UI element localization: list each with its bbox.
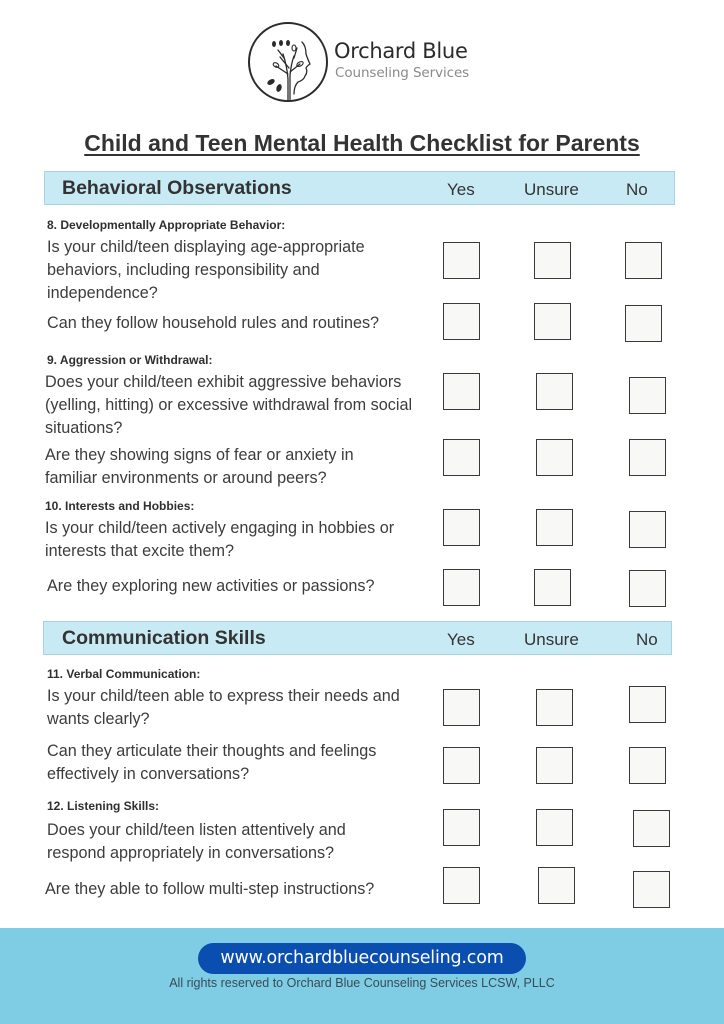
checkbox-yes[interactable] [443,569,480,606]
checkbox-no[interactable] [633,871,670,908]
question-text: Does your child/teen listen attentively and respond appropriately in conversations? [47,821,346,862]
checkbox-yes[interactable] [443,509,480,546]
checkbox-no[interactable] [629,377,666,414]
checkbox-no[interactable] [629,570,666,607]
question-text: Is your child/teen displaying age-appropriate behaviors, including responsibility and independence? [47,238,365,302]
checkbox-unsure[interactable] [536,809,573,846]
category-label: 11. Verbal Communication: [47,667,201,681]
checkbox-yes[interactable] [443,809,480,846]
column-no: No [626,180,648,199]
checkbox-no[interactable] [625,242,662,279]
section-title: Behavioral Observations [62,177,292,199]
question-text: Are they able to follow multi-step instructions? [45,880,375,898]
section-header-communication [43,621,672,655]
checkbox-unsure[interactable] [538,867,575,904]
question-text: Is your child/teen able to express their needs and wants clearly? [47,687,400,728]
logo-name: Orchard Blue [334,39,468,63]
checkbox-yes[interactable] [443,373,480,410]
category-label: 10. Interests and Hobbies: [45,499,195,513]
category-label: 8. Developmentally Appropriate Behavior: [47,218,286,232]
checkbox-yes[interactable] [443,242,480,279]
checkbox-no[interactable] [633,810,670,847]
checkbox-unsure[interactable] [534,569,571,606]
column-unsure: Unsure [524,180,579,199]
checkbox-unsure[interactable] [536,509,573,546]
question-text: Does your child/teen exhibit aggressive behaviors (yelling, hitting) or excessive withdrawal from social situations? [45,373,413,437]
checkbox-yes[interactable] [443,867,480,904]
checkbox-unsure[interactable] [536,439,573,476]
checkbox-no[interactable] [629,686,666,723]
checkbox-yes[interactable] [443,303,480,340]
website-link[interactable]: www.orchardbluecounseling.com [198,943,526,974]
footer [0,928,724,1024]
checkbox-unsure[interactable] [536,689,573,726]
section-title: Communication Skills [62,627,266,649]
category-label: 12. Listening Skills: [47,799,160,813]
checkbox-no[interactable] [629,511,666,548]
column-yes: Yes [447,630,475,649]
question-text: Are they showing signs of fear or anxiety in familiar environments or around peers? [45,446,354,487]
page-title: Child and Teen Mental Health Checklist for Parents [84,130,640,156]
checkbox-no[interactable] [625,305,662,342]
column-no: No [636,630,658,649]
checkbox-unsure[interactable] [534,242,571,279]
checkbox-unsure[interactable] [536,373,573,410]
logo-subtitle: Counseling Services [335,65,470,81]
copyright-text: All rights reserved to Orchard Blue Counseling Services LCSW, PLLC [169,976,555,990]
checkbox-yes[interactable] [443,439,480,476]
checkbox-yes[interactable] [443,689,480,726]
checkbox-no[interactable] [629,439,666,476]
checkbox-unsure[interactable] [534,303,571,340]
category-label: 9. Aggression or Withdrawal: [47,353,213,367]
checkbox-no[interactable] [629,747,666,784]
logo [248,22,488,102]
checkbox-yes[interactable] [443,747,480,784]
question-text: Can they follow household rules and routines? [47,314,380,332]
column-unsure: Unsure [524,630,579,649]
checkbox-unsure[interactable] [536,747,573,784]
section-header-behavioral [44,171,675,205]
column-yes: Yes [447,180,475,199]
tree-face-icon [248,22,328,102]
question-text: Are they exploring new activities or passions? [47,577,375,595]
question-text: Is your child/teen actively engaging in hobbies or interests that excite them? [45,519,395,560]
question-text: Can they articulate their thoughts and feelings effectively in conversations? [47,742,377,783]
